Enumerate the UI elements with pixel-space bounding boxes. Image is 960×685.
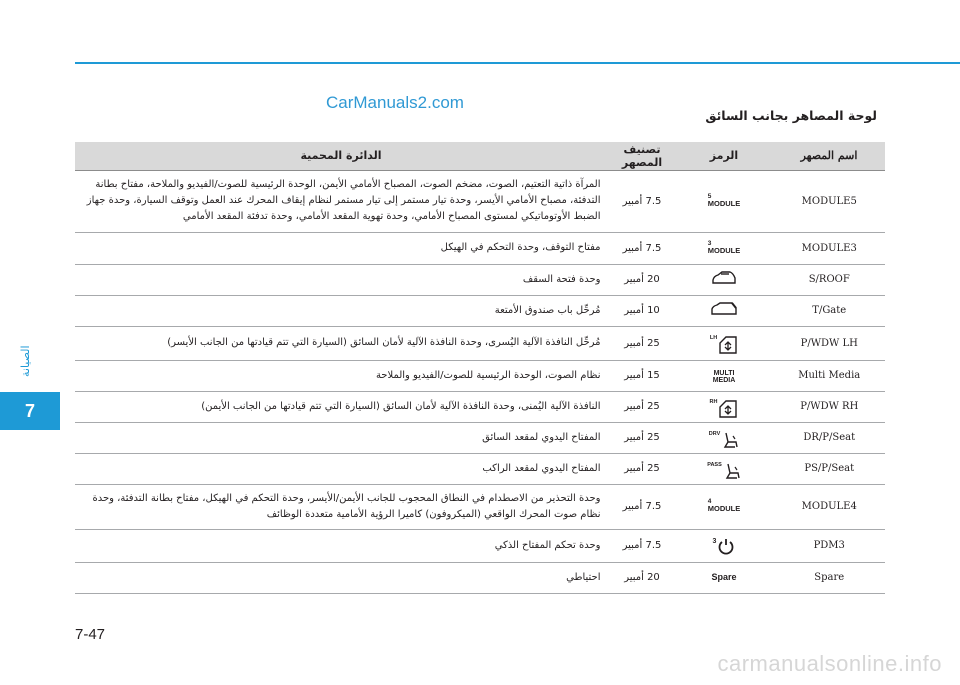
row-symbol bbox=[675, 170, 773, 232]
row-rating: 25 أمبير bbox=[609, 453, 675, 484]
table-row bbox=[75, 326, 885, 360]
row-rating: 7.5 أمبير bbox=[609, 170, 675, 232]
sunroof-icon bbox=[711, 270, 737, 286]
row-rating: 7.5 أمبير bbox=[609, 484, 675, 529]
module-label: MODULE bbox=[707, 504, 741, 513]
table-header-row bbox=[75, 142, 885, 170]
row-description: احتياطي bbox=[75, 562, 609, 593]
row-description: المفتاح اليدوي لمقعد السائق bbox=[75, 422, 609, 453]
table-row bbox=[75, 360, 885, 391]
header-description: الدائرة المحمية bbox=[75, 142, 609, 170]
row-name: MODULE3 bbox=[773, 232, 885, 264]
row-name: S/ROOF bbox=[773, 264, 885, 295]
header-rating: تصنيف المصهر bbox=[609, 142, 675, 170]
row-symbol bbox=[675, 326, 773, 360]
row-description: نظام الصوت، الوحدة الرئيسية للصوت/الفيديو والملاحة bbox=[75, 360, 609, 391]
table-row bbox=[75, 170, 885, 232]
row-symbol bbox=[675, 232, 773, 264]
row-description: المفتاح اليدوي لمقعد الراكب bbox=[75, 453, 609, 484]
row-symbol bbox=[675, 453, 773, 484]
row-rating: 15 أمبير bbox=[609, 360, 675, 391]
module-symbol bbox=[708, 194, 741, 208]
page-number: 7-47 bbox=[75, 626, 106, 643]
table-row bbox=[75, 484, 885, 529]
row-symbol bbox=[675, 360, 773, 391]
seat-icon bbox=[709, 431, 740, 449]
seat-tag: DRV bbox=[708, 430, 721, 437]
row-symbol bbox=[675, 529, 773, 562]
fuse-table bbox=[75, 142, 885, 594]
table-row bbox=[75, 453, 885, 484]
row-symbol bbox=[675, 562, 773, 593]
table-row bbox=[75, 562, 885, 593]
table-row bbox=[75, 264, 885, 295]
window-side-tag: RH bbox=[709, 398, 718, 405]
pdm-number: 3 bbox=[712, 538, 717, 545]
seat-icon bbox=[707, 462, 741, 480]
row-name: P/WDW LH bbox=[773, 326, 885, 360]
row-name: P/WDW RH bbox=[773, 391, 885, 422]
row-name: PS/P/Seat bbox=[773, 453, 885, 484]
row-symbol bbox=[675, 484, 773, 529]
chapter-number: 7 bbox=[24, 400, 35, 421]
window-side-tag: LH bbox=[709, 335, 718, 341]
seat-tag: PASS bbox=[707, 461, 722, 468]
chapter-side-label: الصيانة bbox=[19, 345, 32, 377]
row-symbol bbox=[675, 422, 773, 453]
module-number: 4 bbox=[707, 498, 712, 505]
row-rating: 20 أمبير bbox=[609, 264, 675, 295]
module-number: 5 bbox=[707, 192, 712, 200]
row-description: النافذة الآلية اليُمنى، وحدة النافذة الآلية لأمان السائق (السيارة التي تتم قيادتها من الجانب الأيمن) bbox=[75, 391, 609, 422]
row-name: T/Gate bbox=[773, 295, 885, 326]
row-name: Spare bbox=[773, 562, 885, 593]
row-name: PDM3 bbox=[773, 529, 885, 562]
table-row bbox=[75, 422, 885, 453]
row-name: MODULE4 bbox=[773, 484, 885, 529]
row-symbol bbox=[675, 295, 773, 326]
row-symbol bbox=[675, 391, 773, 422]
power-window-icon bbox=[710, 335, 738, 355]
row-description: مُرحِّل النافذة الآلية اليُسرى، وحدة النافذة الآلية لأمان السائق (السيارة التي تتم قيادتها من الجانب الأيسر) bbox=[75, 326, 609, 360]
table-row bbox=[75, 529, 885, 562]
header-name: اسم المصهر bbox=[773, 142, 885, 170]
multimedia-symbol: MULTI MEDIA bbox=[712, 370, 736, 384]
tailgate-icon bbox=[710, 301, 738, 317]
row-description: وحدة التحذير من الاصطدام في النطاق المحجوب للجانب الأيمن/الأيسر، وحدة التحكم في الهيكل، مفتاح بطانة التدفئة، وحدة نظام صوت المحرك الواقعي (الميكروفون) كاميرا الرؤية الأمامية متعددة الوظائف bbox=[75, 484, 609, 529]
top-rule bbox=[75, 62, 960, 64]
smart-key-icon bbox=[713, 538, 736, 556]
module-symbol bbox=[708, 241, 741, 255]
row-description: وحدة تحكم المفتاح الذكي bbox=[75, 529, 609, 562]
row-rating: 10 أمبير bbox=[609, 295, 675, 326]
footer-site: carmanualsonline.info bbox=[717, 651, 942, 676]
chapter-tab bbox=[0, 392, 60, 430]
row-description: مفتاح التوقف، وحدة التحكم في الهيكل bbox=[75, 232, 609, 264]
row-rating: 25 أمبير bbox=[609, 391, 675, 422]
row-rating: 7.5 أمبير bbox=[609, 529, 675, 562]
module-label: MODULE bbox=[707, 198, 741, 208]
table-row bbox=[75, 295, 885, 326]
row-description: مُرحِّل باب صندوق الأمتعة bbox=[75, 295, 609, 326]
row-name: MODULE5 bbox=[773, 170, 885, 232]
row-name: Multi Media bbox=[773, 360, 885, 391]
module-number: 3 bbox=[707, 239, 712, 247]
power-window-icon bbox=[710, 399, 739, 419]
watermark: CarManuals2.com bbox=[326, 93, 464, 112]
row-description: المرآة ذاتية التعتيم، الصوت، مضخم الصوت، المصباح الأمامي الأيمن، الوحدة الرئيسية للصوت/الفيديو والملاحة، مفتاح بطانة التدفئة، مصباح الأمامي الأيسر، وحدة تيار مستمر إلى تيار مستمر لنظام إيقاف المحرك عند العمل وتوقف السيارة، وحدة جهاز الضبط الأوتوماتيكي لمستوى المصباح الأمامي، وحدة تهوية المقعد الأمامي، وحدة تدفئة المقعد الأمامي bbox=[75, 170, 609, 232]
table-row bbox=[75, 232, 885, 264]
row-rating: 25 أمبير bbox=[609, 422, 675, 453]
module-label: MODULE bbox=[707, 245, 741, 255]
row-rating: 25 أمبير bbox=[609, 326, 675, 360]
module-symbol bbox=[708, 499, 741, 513]
spare-symbol: Spare bbox=[711, 572, 737, 582]
row-description: وحدة فتحة السقف bbox=[75, 264, 609, 295]
section-title: لوحة المصاهر بجانب السائق bbox=[705, 108, 877, 123]
table-row bbox=[75, 391, 885, 422]
row-name: DR/P/Seat bbox=[773, 422, 885, 453]
row-rating: 20 أمبير bbox=[609, 562, 675, 593]
header-symbol: الرمز bbox=[675, 142, 773, 170]
row-symbol bbox=[675, 264, 773, 295]
row-rating: 7.5 أمبير bbox=[609, 232, 675, 264]
